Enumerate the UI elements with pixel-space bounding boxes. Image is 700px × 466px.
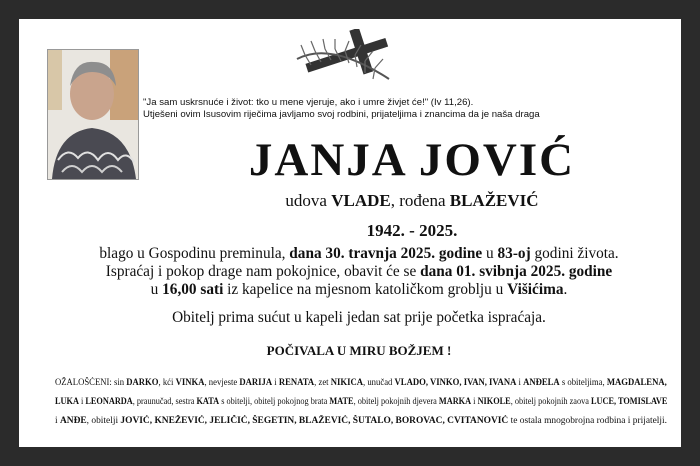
deceased-name: JANJA JOVIĆ	[248, 134, 576, 186]
mourner-name: ANĐELA	[523, 377, 560, 387]
age: 83-oj	[497, 245, 531, 262]
condolence-notice: Obitelj prima sućut u kapeli jedan sat prije početka ispraćaja.	[172, 309, 546, 326]
mourner-text: , obitelji	[86, 415, 121, 425]
mourner-text: , obitelj pokojnih djevera	[353, 396, 439, 406]
mourner-text: s obitelji, obitelj pokojnog brata	[219, 396, 330, 406]
funeral-time: 16,00 sati	[162, 281, 224, 298]
mourners-list	[55, 373, 667, 430]
notice-text: Ispraćaj i pokop drage nam pokojnice, obavit će se	[105, 263, 421, 280]
notice-line-1	[39, 245, 679, 263]
mourner-name: DARKO	[126, 377, 159, 387]
deceased-subtitle	[143, 191, 681, 211]
mourner-name: KATA	[196, 396, 220, 406]
obituary-card	[19, 19, 681, 447]
funeral-place: Višićima	[507, 281, 564, 298]
notice-text: .	[563, 281, 568, 298]
quote-line-1: "Ja sam uskrsnuće i život: tko u mene vjeruje, ako i umre živjet će!" (Iv 11,26).	[143, 97, 474, 108]
mourner-text: i	[272, 377, 279, 387]
death-notice	[39, 245, 679, 299]
cross-with-palm-icon	[291, 29, 401, 84]
notice-text: blago u Gospodinu preminula,	[99, 245, 290, 262]
mourner-text: te ostala mnogobrojna rodbina i prijatelji.	[508, 415, 667, 425]
notice-line-2	[39, 263, 679, 281]
mourner-text: , unučad	[363, 377, 395, 387]
rest-in-peace: POČIVALA U MIRU BOŽJEM !	[266, 343, 452, 358]
notice-text: godini života.	[530, 245, 619, 262]
mourner-text: OŽALOŠĆENI: sin	[55, 377, 127, 387]
notice-text: u	[482, 245, 498, 262]
portrait-photo	[47, 49, 139, 180]
mourner-name: LUCE, TOMISLAVE	[590, 396, 668, 406]
mourner-text: , zet	[314, 377, 331, 387]
life-years: 1942. - 2025.	[366, 221, 458, 240]
mourner-text: s obiteljima,	[559, 377, 607, 387]
subtitle-mid: , rođena	[390, 191, 450, 210]
mourner-name: LEONARDA	[85, 396, 133, 406]
mourner-text: i	[471, 396, 478, 406]
mourner-text: i	[78, 396, 86, 406]
mourner-text: , obitelj pokojnih zaova	[510, 396, 591, 406]
notice-text: u	[150, 281, 163, 298]
mourner-name: VINKA	[175, 377, 205, 387]
scripture-quote	[143, 97, 663, 121]
portrait-image	[48, 50, 138, 179]
mourner-name: DARIJA	[239, 377, 273, 387]
mourner-name: JOVIĆ, KNEŽEVIĆ, JELIČIĆ, ŠEGETIN, BLAŽEVIĆ, ŠUTALO, BOROVAC, CVITANOVIĆ	[120, 415, 509, 425]
mourner-text: , praunučad, sestra	[132, 396, 197, 406]
mourner-text: , nevjeste	[204, 377, 240, 387]
mourners-row	[55, 373, 667, 392]
maiden-name: BLAŽEVIĆ	[449, 191, 539, 210]
mourner-name: MAGDALENA,	[606, 377, 667, 387]
mourner-text: i	[516, 377, 524, 387]
mourner-name: NIKICA	[330, 377, 364, 387]
subtitle-prefix: udova	[285, 191, 332, 210]
mourners-row	[55, 411, 667, 430]
husband-name: VLADE	[331, 191, 391, 210]
funeral-date: dana 01. svibnja 2025. godine	[420, 263, 613, 280]
mourner-text: i	[55, 415, 60, 425]
mourner-name: MATE	[329, 396, 354, 406]
death-date: dana 30. travnja 2025. godine	[289, 245, 483, 262]
notice-line-3	[39, 281, 679, 299]
mourner-name: LUKA	[55, 396, 79, 406]
mourner-name: MARKA	[438, 396, 472, 406]
mourner-text: , kći	[158, 377, 176, 387]
mourners-row	[55, 392, 667, 411]
mourner-name: NIKOLE	[477, 396, 511, 406]
mourner-name: VLADO, VINKO, IVAN, IVANA	[394, 377, 517, 387]
mourner-name: ANĐE	[59, 415, 87, 425]
quote-line-2: Utješeni ovim Isusovim riječima javljamo svoj rodbini, prijateljima i znancima da je naša draga	[143, 109, 540, 120]
notice-text: iz kapelice na mjesnom katoličkom groblju u	[223, 281, 508, 298]
mourner-name: RENATA	[278, 377, 315, 387]
